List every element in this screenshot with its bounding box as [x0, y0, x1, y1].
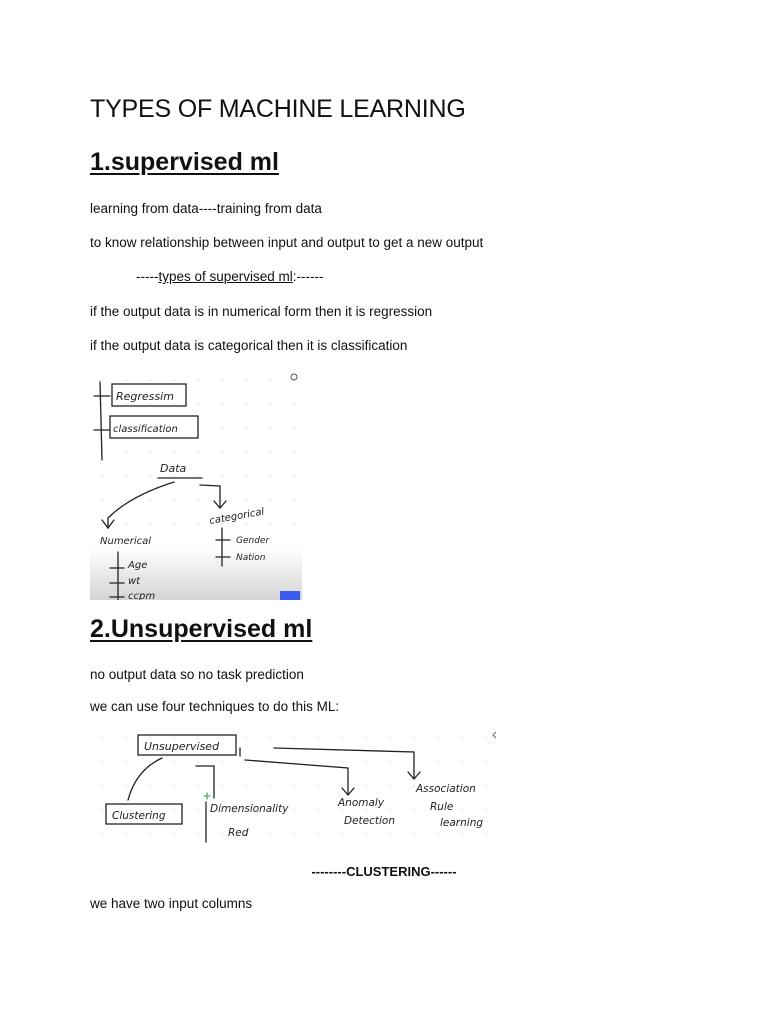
sketch-dimensionality-label: Dimensionality: [210, 803, 289, 815]
sketch-wt-label: wt: [128, 576, 141, 587]
paragraph-four-techniques: we can use four techniques to do this ML:: [90, 699, 340, 714]
paragraph-relationship: to know relationship between input and output to get a new output: [90, 235, 484, 250]
paragraph-regression: if the output data is in numerical form then it is regression: [90, 304, 433, 319]
sketch-gender-label: Gender: [236, 536, 270, 546]
sketch-data-label: Data: [160, 462, 187, 475]
sketch-detection-label: Detection: [344, 815, 396, 827]
paragraph-no-output: no output data so no task prediction: [90, 667, 304, 682]
sketch-learning-label: learning: [440, 817, 484, 829]
supervised-sketch-image: [90, 368, 302, 600]
sketch-classification-label: classification: [113, 424, 178, 435]
sketch-reduction-label: Red: [228, 827, 249, 839]
paragraph-learning-from-data: learning from data----training from data: [90, 201, 322, 216]
paragraph-types-of-supervised: [136, 269, 324, 284]
sketch-association-label: Association: [416, 783, 476, 795]
sketch-numerical-label: Numerical: [100, 536, 152, 547]
sketch-nation-label: Nation: [236, 553, 266, 563]
unsupervised-sketch-image: [90, 726, 502, 844]
clustering-divider: --------CLUSTERING------: [311, 864, 457, 879]
paragraph-classification: if the output data is categorical then it is classification: [90, 338, 408, 353]
sketch-regression-label: Regressim: [116, 390, 174, 403]
sketch-clustering-label: Clustering: [112, 810, 166, 822]
section-heading-supervised: 1.supervised ml: [90, 148, 279, 176]
sketch-age-label: Age: [128, 560, 148, 571]
paragraph-two-input-columns: we have two input columns: [90, 896, 253, 911]
sketch-ccpm-label: ccpm: [128, 591, 156, 600]
sketch-rule-label: Rule: [430, 801, 454, 813]
types-suffix: :------: [292, 269, 324, 284]
types-prefix: -----: [136, 269, 159, 284]
sketch-anomaly-label: Anomaly: [338, 797, 385, 809]
sketch-unsupervised-label: Unsupervised: [144, 740, 220, 753]
doc-title: TYPES OF MACHINE LEARNING: [90, 95, 466, 123]
types-underlined: types of supervised ml: [158, 269, 293, 284]
section-heading-unsupervised: 2.Unsupervised ml: [90, 615, 313, 643]
sketch-categorical-label: categorical: [208, 506, 266, 527]
